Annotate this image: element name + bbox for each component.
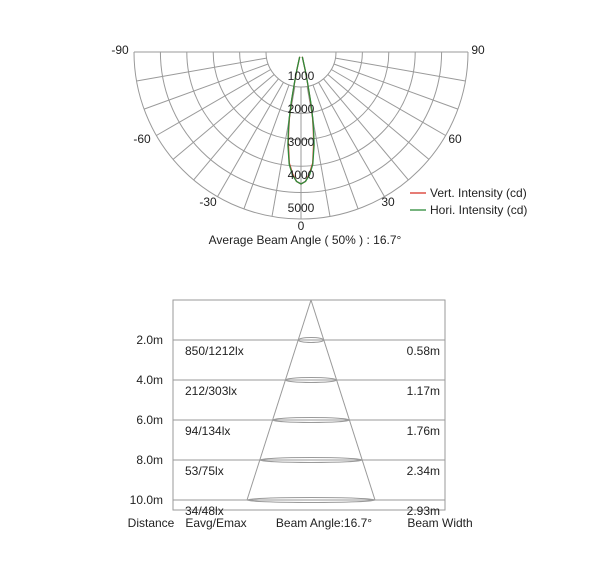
illuminance-footer xyxy=(128,516,473,530)
footer-distance: Distance xyxy=(127,516,175,530)
beam-cone xyxy=(247,300,375,503)
distance-label: 4.0m xyxy=(136,373,163,387)
polar-spoke xyxy=(335,58,465,81)
illuminance-table-frame xyxy=(173,300,445,510)
angle-tick-label: -90 xyxy=(111,43,129,57)
radial-tick-label: 4000 xyxy=(287,168,315,182)
angle-tick-label: 60 xyxy=(448,132,462,146)
radial-tick-label: 5000 xyxy=(287,201,315,215)
footer-beam-width: Beam Width xyxy=(407,516,473,530)
legend-label: Hori. Intensity (cd) xyxy=(430,203,528,217)
radial-tick-label: 1000 xyxy=(287,69,315,83)
illuminance-label: 94/134lx xyxy=(185,424,231,438)
polar-spoke xyxy=(244,85,289,209)
cone-edge-right xyxy=(311,300,375,500)
illuminance-label: 53/75lx xyxy=(185,464,224,478)
cone-edge-left xyxy=(247,300,311,500)
angle-tick-label: -30 xyxy=(199,195,217,209)
radial-tick-label: 3000 xyxy=(287,135,315,149)
footer-beam-angle: Beam Angle:16.7° xyxy=(275,516,373,530)
beam-angle-caption: Average Beam Angle ( 50% ) : 16.7° xyxy=(208,233,402,247)
beam-width-label: 1.17m xyxy=(406,384,440,398)
table-frame xyxy=(173,300,445,510)
radial-tick-label: 2000 xyxy=(287,102,315,116)
beam-width-label: 2.93m xyxy=(406,504,440,518)
polar-spoke xyxy=(334,64,458,109)
distance-label: 6.0m xyxy=(136,413,163,427)
distance-label: 10.0m xyxy=(129,493,163,507)
beam-width-label: 2.34m xyxy=(406,464,440,478)
beam-width-label: 0.58m xyxy=(406,344,440,358)
angle-tick-label: -60 xyxy=(133,132,151,146)
distance-label: 2.0m xyxy=(136,333,163,347)
polar-legend xyxy=(410,186,527,217)
angle-tick-label: 30 xyxy=(381,195,395,209)
angle-tick-label: 0 xyxy=(297,219,305,233)
illuminance-label: 850/1212lx xyxy=(185,344,244,358)
beam-width-label: 1.76m xyxy=(406,424,440,438)
legend-label: Vert. Intensity (cd) xyxy=(430,186,527,200)
polar-spoke xyxy=(313,85,358,209)
distance-label: 8.0m xyxy=(136,453,163,467)
polar-spoke xyxy=(137,58,267,81)
angle-tick-label: 90 xyxy=(471,43,485,57)
illuminance-label: 34/48lx xyxy=(185,504,224,518)
footer-illuminance: Eavg/Emax xyxy=(185,516,247,530)
illuminance-label: 212/303lx xyxy=(185,384,238,398)
illuminance-rows xyxy=(130,333,445,518)
polar-labels xyxy=(111,43,485,233)
polar-spoke xyxy=(144,64,268,109)
